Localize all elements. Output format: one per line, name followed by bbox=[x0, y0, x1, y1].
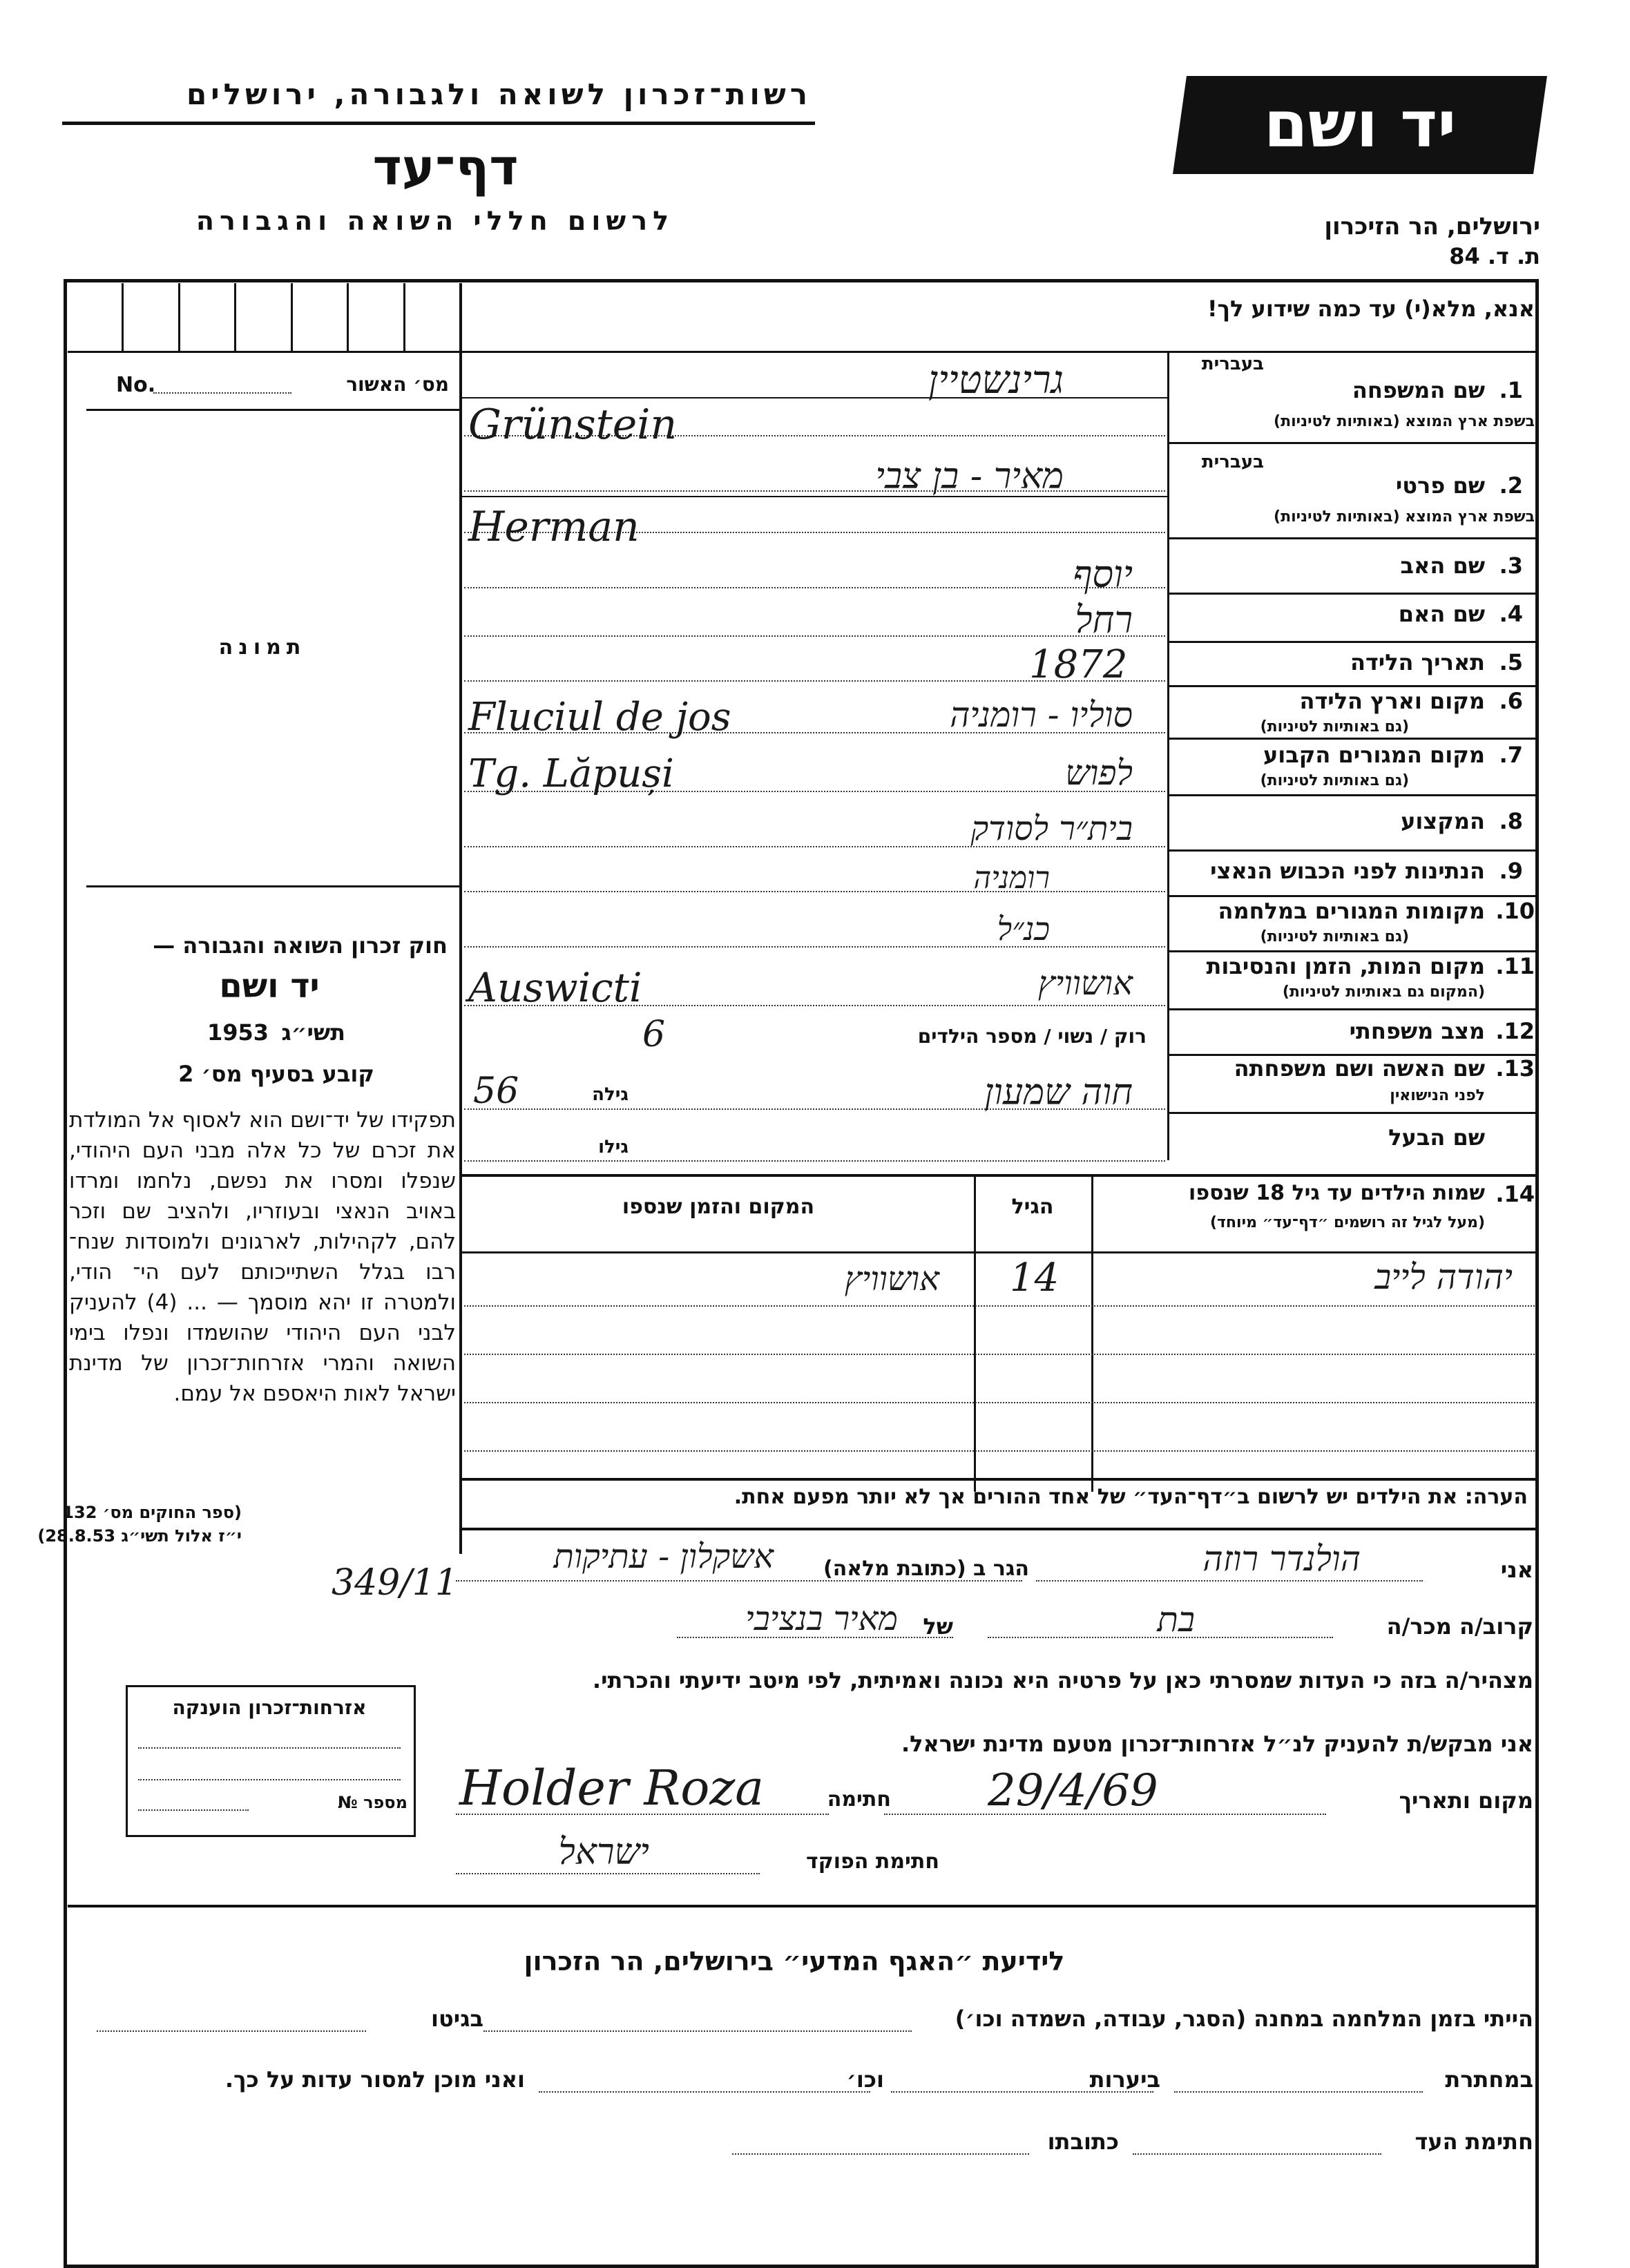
law-title: חוק זכרון השואה והגבורה — bbox=[153, 932, 448, 959]
children-num: 14. bbox=[1495, 1181, 1535, 1207]
decl-signature-label: חתימה bbox=[827, 1787, 891, 1811]
sidebar-grid bbox=[68, 283, 459, 352]
footer-line bbox=[891, 2091, 1153, 2093]
field-7-label: מקום המגורים הקבוע bbox=[1263, 742, 1485, 768]
field-6-value-latin: Fluciul de jos bbox=[468, 695, 731, 740]
photo-bottom-line bbox=[86, 885, 459, 887]
field-3-num: 3. bbox=[1499, 552, 1523, 579]
field-9-value: רומניה bbox=[973, 861, 1050, 896]
field-1-value-hebrew: גרינשטיין bbox=[928, 358, 1064, 403]
field-10-note: (גם באותיות לטיניות) bbox=[1260, 928, 1409, 945]
value-line bbox=[464, 635, 1165, 637]
decl-relation: בת bbox=[1157, 1599, 1195, 1640]
row-line bbox=[1169, 442, 1537, 444]
photo-top-line bbox=[86, 409, 459, 411]
field-6-num: 6. bbox=[1499, 688, 1523, 714]
citizenship-box-line bbox=[138, 1809, 249, 1811]
decl-witness-name: הולנדר רוזה bbox=[1202, 1539, 1361, 1579]
field-4-value: רחל bbox=[1075, 598, 1133, 642]
row-line bbox=[1169, 685, 1537, 687]
field-3-label: שם האב bbox=[1400, 552, 1485, 579]
logo-text: יד ושם bbox=[1263, 88, 1457, 162]
authority-title: רשות־זכרון לשואה ולגבורה, ירושלים bbox=[186, 77, 812, 111]
value-line bbox=[464, 1160, 1165, 1162]
law-ref-2: י״ז אלול תשי״ג 28.8.53) bbox=[37, 1526, 242, 1546]
field-4-num: 4. bbox=[1499, 601, 1523, 627]
sidebar-divider bbox=[459, 283, 462, 1554]
footer-line bbox=[97, 2030, 366, 2032]
law-year-hebrew: תשי״ג bbox=[281, 1019, 345, 1046]
field-11-value-hebrew: אושוויץ bbox=[1037, 964, 1133, 1003]
field-7-num: 7. bbox=[1499, 742, 1523, 768]
citizenship-box-title: אזרחות־זכרון הוענקה bbox=[172, 1696, 367, 1719]
field-13-label: שם האשה ושם משפחתה bbox=[1234, 1055, 1485, 1082]
decl-address: אשקלון - עתיקות bbox=[553, 1537, 774, 1576]
instruction: אנא, מלא(י) עד כמה שידוע לך! bbox=[1207, 296, 1535, 322]
field-6-value-hebrew: סוליו - רומניה bbox=[950, 695, 1133, 735]
remark-bottom-line bbox=[459, 1528, 1537, 1530]
field-3-value: יוסף bbox=[1073, 552, 1133, 596]
footer-line2-d: ואני מוכן למסור עדות על כך. bbox=[224, 2066, 525, 2093]
law-clause: קובע בסעיף מס׳ 2 bbox=[178, 1061, 374, 1087]
field-2-value-latin: Herman bbox=[468, 503, 640, 551]
field-1-hebrew-tag: בעברית bbox=[1201, 354, 1264, 374]
approval-no-prefix: No. bbox=[116, 373, 156, 397]
form-title: דף־עד bbox=[372, 138, 519, 196]
row-line bbox=[1169, 1112, 1537, 1114]
footer-title: לידיעת ״האגף המדעי״ בירושלים, הר הזכרון bbox=[524, 1946, 1065, 1977]
decl-official-label: חתימת הפוקד bbox=[806, 1849, 939, 1874]
field-2-label: שם פרטי bbox=[1395, 472, 1485, 499]
po-box: ת. ד. 84 bbox=[1449, 243, 1540, 269]
footer-line1-b: בגיטו bbox=[431, 2006, 483, 2032]
row-line bbox=[1169, 1008, 1537, 1010]
husband-age-label: גילו bbox=[598, 1137, 629, 1157]
archive-no: 349/11 bbox=[332, 1562, 458, 1604]
field-11-value-latin: Auswicti bbox=[468, 964, 642, 1011]
decl-line bbox=[456, 1873, 760, 1874]
law-year-gregorian: 1953 bbox=[207, 1019, 269, 1046]
child-age: 14 bbox=[1010, 1256, 1060, 1300]
photo-label: תמונה bbox=[218, 635, 307, 660]
footer-top-line bbox=[68, 1905, 1537, 1907]
decl-of-name: מאיר בנציבי bbox=[745, 1599, 898, 1638]
decl-signature: Holder Roza bbox=[459, 1760, 764, 1816]
children-col-place: המקום והזמן שנספו bbox=[622, 1195, 815, 1219]
children-row-line bbox=[464, 1305, 1535, 1307]
decl-place-date-label: מקום ותאריך bbox=[1399, 1787, 1533, 1814]
field-13-value: חוה שמעון bbox=[984, 1072, 1133, 1113]
row-line bbox=[1169, 849, 1537, 852]
law-text: תפקידו של יד־ושם הוא לאסוף אל המולדת את זכרם של כל אלה מבני העם היהודי, שנפלו ומסרו את נפשם, נלחמו ומרדו באויב הנאצי ובעוזריו, ולהציב שם וזכר להם, לקהילות, לארגונים ולמוסדות שנח־ רבו בגלל השתייכותם לעם הי־ הודי, ולמטרה זו יהא מוסמך — ... (4) להעניק לבני העם היהודי שהושמדו ונפלו בימי השואה והמרי אזרחות־זכרון של מדינת ישראל לאות היאספם אל עמם. bbox=[69, 1108, 456, 1406]
field-10-num: 10. bbox=[1495, 898, 1535, 924]
footer-line3-b: כתובתו bbox=[1047, 2128, 1119, 2155]
decl-line bbox=[1036, 1580, 1423, 1582]
children-row-line bbox=[464, 1354, 1535, 1355]
field-2-note: בשפת ארץ המוצא (באותיות לטיניות) bbox=[1274, 508, 1535, 526]
field-top-line bbox=[459, 351, 1537, 353]
children-row-line bbox=[464, 1450, 1535, 1452]
child-place: אושוויץ bbox=[844, 1260, 939, 1298]
footer-line2-c: וכו׳ bbox=[846, 2066, 884, 2093]
field-11-label: מקום המות, הזמן והנסיבות bbox=[1206, 953, 1485, 979]
field-6-label: מקום וארץ הלידה bbox=[1299, 688, 1485, 714]
row-line bbox=[1169, 950, 1537, 952]
field-10-value: כנ״ל bbox=[997, 910, 1050, 948]
field-6-note: (גם באותיות לטיניות) bbox=[1260, 718, 1409, 736]
row-line bbox=[1169, 794, 1537, 796]
field-9-num: 9. bbox=[1499, 858, 1523, 884]
footer-line bbox=[483, 2030, 912, 2032]
children-note: (מעל לגיל זה רושמים ״דף־עד״ מיוחד) bbox=[1209, 1214, 1485, 1231]
field-11-num: 11. bbox=[1495, 953, 1535, 979]
decl-request: אני מבקש/ת להעניק לנ״ל אזרחות־זכרון מטעם מדינת ישראל. bbox=[901, 1731, 1533, 1757]
field-2-value-hebrew: מאיר - בן צבי bbox=[875, 456, 1064, 497]
footer-line3-a: חתימת העד bbox=[1415, 2128, 1533, 2155]
field-7-note: (גם באותיות לטיניות) bbox=[1260, 772, 1409, 789]
remark-top-line bbox=[459, 1478, 1537, 1481]
children-title: שמות הילדים עד גיל 18 שנספו bbox=[1189, 1181, 1485, 1205]
field-7-value-hebrew: לפוש bbox=[1065, 753, 1133, 793]
field-12-printed: רוק / נשוי / מספר הילדים bbox=[917, 1025, 1147, 1048]
row-line bbox=[1169, 738, 1537, 740]
authority-underline bbox=[62, 122, 815, 125]
footer-line2-b: ביערות bbox=[1089, 2066, 1160, 2093]
field-2-hebrew-tag: בעברית bbox=[1201, 452, 1264, 472]
children-top-line bbox=[459, 1174, 1537, 1177]
field-2-num: 2. bbox=[1499, 472, 1523, 499]
children-col-age: הגיל bbox=[1011, 1195, 1054, 1219]
row-line bbox=[1169, 895, 1537, 897]
citizenship-box-line bbox=[138, 1779, 401, 1780]
row-line bbox=[1169, 641, 1537, 643]
decl-of-label: של bbox=[923, 1613, 953, 1640]
field-1-num: 1. bbox=[1499, 377, 1523, 403]
child-name: יהודה לייב bbox=[1374, 1257, 1513, 1297]
decl-line bbox=[456, 1580, 1022, 1582]
field-13-num: 13. bbox=[1495, 1055, 1535, 1082]
field-11-note: (המקום גם באותיות לטיניות) bbox=[1282, 983, 1485, 1001]
decl-relative-label: קרוב/ה מכר/ה bbox=[1386, 1613, 1533, 1640]
field-8-num: 8. bbox=[1499, 808, 1523, 834]
value-line bbox=[464, 946, 1165, 948]
field-8-label: המקצוע bbox=[1401, 808, 1485, 834]
children-col-2 bbox=[1091, 1174, 1093, 1492]
children-header-line bbox=[459, 1251, 1537, 1253]
field-1-label: שם המשפחה bbox=[1352, 377, 1485, 403]
law-ref-1: (ספר החוקים מס׳ 132 bbox=[62, 1503, 242, 1522]
citizenship-box-line bbox=[138, 1747, 401, 1749]
footer-line2-a: במחתרת bbox=[1445, 2066, 1533, 2093]
husband-label: שם הבעל bbox=[1388, 1124, 1485, 1151]
field-13-age: 56 bbox=[473, 1070, 519, 1112]
approval-no-label: מס׳ האשור bbox=[346, 373, 449, 396]
field-9-label: הנתינות לפני הכבוש הנאצי bbox=[1210, 858, 1485, 884]
sidebar-top-line bbox=[68, 351, 459, 353]
decl-official-signature: ישראל bbox=[558, 1832, 649, 1873]
field-13-age-label: גילה bbox=[592, 1084, 629, 1105]
footer-line bbox=[1133, 2153, 1381, 2155]
field-1-value-latin: Grünstein bbox=[468, 401, 678, 449]
footer-line1-a: הייתי בזמן המלחמה במחנה (הסגר, עבודה, השמדה וכו׳) bbox=[955, 2006, 1533, 2032]
decl-resides-label: הגר ב (כתובת מלאה) bbox=[823, 1557, 1029, 1581]
row-line bbox=[1169, 537, 1537, 539]
law-name: יד ושם bbox=[219, 967, 320, 1006]
field-7-value-latin: Tg. Lăpuși bbox=[468, 751, 674, 796]
footer-line bbox=[732, 2153, 1029, 2155]
citizenship-box-number: מספר № bbox=[337, 1793, 408, 1812]
decl-statement: מצהיר/ה בזה כי העדות שמסרתי כאן על פרטיה היא נכונה ואמיתית, לפי מיטב ידיעתי והכרתי. bbox=[592, 1667, 1533, 1693]
footer-line bbox=[1174, 2091, 1423, 2093]
field-10-label: מקומות המגורים במלחמה bbox=[1218, 898, 1485, 924]
field-12-label: מצב משפחתי bbox=[1349, 1018, 1485, 1044]
label-divider bbox=[1167, 352, 1169, 1160]
field-12-value: 6 bbox=[642, 1014, 666, 1055]
address: ירושלים, הר הזיכרון bbox=[1324, 213, 1540, 240]
approval-no-line bbox=[153, 392, 291, 394]
field-13-note: לפני הנישואין bbox=[1390, 1087, 1485, 1104]
footer-line bbox=[539, 2091, 870, 2093]
form-subtitle: לרשום חללי השואה והגבורה bbox=[195, 206, 675, 236]
value-line bbox=[464, 891, 1165, 892]
field-8-value: בית״ר לסודק bbox=[970, 809, 1133, 848]
children-row-line bbox=[464, 1402, 1535, 1403]
children-col-1 bbox=[974, 1174, 976, 1492]
field-5-value: 1872 bbox=[1029, 642, 1128, 687]
value-line bbox=[464, 587, 1165, 588]
decl-date: 29/4/69 bbox=[988, 1765, 1158, 1816]
remark: הערה: את הילדים יש לרשום ב״דף־העד״ של אחד ההורים אך לא יותר מפעם אחת. bbox=[734, 1485, 1528, 1509]
field-5-label: תאריך הלידה bbox=[1350, 649, 1485, 675]
field-5-num: 5. bbox=[1499, 649, 1523, 675]
field-4-label: שם האם bbox=[1398, 601, 1485, 627]
field-1-note: בשפת ארץ המוצא (באותיות לטיניות) bbox=[1274, 413, 1535, 430]
decl-i-label: אני bbox=[1500, 1557, 1533, 1583]
logo bbox=[1173, 76, 1547, 174]
field-12-num: 12. bbox=[1495, 1018, 1535, 1044]
row-line bbox=[1169, 593, 1537, 595]
